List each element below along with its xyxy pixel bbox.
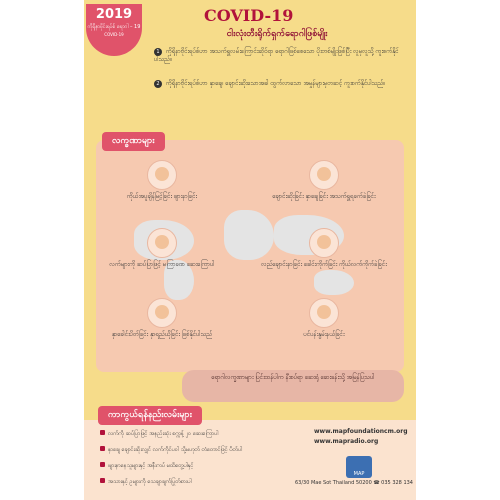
prevention-item xyxy=(100,478,270,486)
map-logo: MAP xyxy=(346,456,372,478)
bullet-icon xyxy=(100,446,105,451)
throat-icon xyxy=(309,228,339,258)
symptom-text: လည်ချောင်းနာခြင်း ခေါင်းကိုက်ခြင်း ကိုယ်လက်ကိုက်ခဲခြင်း xyxy=(261,261,387,268)
website-link-2[interactable]: www.mapradio.org xyxy=(314,438,379,445)
note-text: ကိုရိုနာဗိုင်းရပ်စ်ဟာ အသက်ရှူလမ်းကြောင်းဆိုင်ရာ ရောဂါဖြစ်စေသော ပိုးတစ်မျိုးဖြစ်ပြီး လူမှလူသို့ ကူးစက်နိုင်ပါသည်။ xyxy=(154,48,399,63)
prevention-text: အသားနှင့် ဥများကို သေချာချက်ပြုတ်စားပါ xyxy=(108,479,192,485)
website-link-1[interactable]: www.mapfoundationcm.org xyxy=(314,428,408,435)
symptom-text: လက်များကို ဆပ်ပြာဖြင့် မကြာခဏ ဆေးကြောပါ xyxy=(109,261,215,268)
prevention-text: ဖျားနာနေသူများနှင့် အနီးကပ် မထိတွေ့ပါနှင့် xyxy=(108,463,194,469)
prevention-item xyxy=(100,462,270,470)
bullet-icon xyxy=(100,462,105,467)
prevention-text: နှာချေ ချောင်းဆိုးလျှင် လက်ကိုင်ပဝါ သို့မဟုတ် တံတောင်ဖြင့် ပိတ်ပါ xyxy=(108,447,243,453)
nose-icon xyxy=(147,298,177,328)
prevention-item xyxy=(100,430,270,438)
year-subtitle: ကိုရိုနာဗိုင်းရပ်စ် ရောဂါ – 19 xyxy=(87,24,141,30)
emergency-banner: ရောဂါလက္ခဏာများ ပြင်းထန်ပါက နီးစပ်ရာ ဆေးရုံ ဆေးခန်းသို့ အမြန်ပြသပါ xyxy=(182,370,404,402)
symptom-text: ပင်ပန်းနွမ်းနယ်ခြင်း xyxy=(303,331,345,338)
bullet-icon xyxy=(100,478,105,483)
prevention-item xyxy=(100,446,270,454)
symptom-item xyxy=(254,298,394,339)
page-subtitle: ငါးလုံးတီးရိုက်ရှက်ရောဂါဖြစ်မျိုး xyxy=(226,29,328,39)
prevention-heading: ကာကွယ်ရန်နည်းလမ်းများ xyxy=(98,406,202,425)
note-number: 2 xyxy=(154,80,162,88)
symptom-item xyxy=(92,228,232,269)
year-code: COVID-19 xyxy=(104,32,124,37)
symptom-item xyxy=(92,298,232,339)
symptom-item xyxy=(254,160,394,201)
info-note-1 xyxy=(154,48,404,64)
note-number: 1 xyxy=(154,48,162,56)
note-text: ကိုရိုနာဗိုင်းရပ်စ်ဟာ နှာချေ၊ ချောင်းဆိုးသောအခါ ထွက်လာသော အမှုန်များမှတဆင့် ကူးစက်နိုင်ပါသည်။ xyxy=(166,80,386,87)
symptom-text: ချောင်းဆိုးခြင်း နှာချေခြင်း အသက်ရှူရခက်ခဲခြင်း xyxy=(272,193,376,200)
symptom-item xyxy=(92,160,232,201)
cough-icon xyxy=(309,160,339,190)
symptom-text: နှာခေါင်းပိတ်ခြင်း နှာရည်ယိုခြင်း ဖြစ်နိုင်ပါသည် xyxy=(111,331,213,338)
symptoms-heading: လက္ခဏာများ xyxy=(102,132,165,151)
address-text: 63/30 Mae Sot Thailand 50200 ☎ 035 328 134 xyxy=(294,480,413,486)
year-text: 2019 xyxy=(95,7,133,22)
hand-icon xyxy=(147,228,177,258)
person-icon xyxy=(309,298,339,328)
page-title: COVID-19 xyxy=(204,6,294,25)
info-note-2 xyxy=(154,80,404,88)
face-icon xyxy=(147,160,177,190)
prevention-text: လက်ကို ဆပ်ပြာဖြင့် အနည်းဆုံး စက္ကန့် ၂၀ ဆေးကြောပါ xyxy=(108,431,219,437)
year-badge xyxy=(86,4,142,56)
symptom-text: ကိုယ်အပူချိန်မြင့်ခြင်း ဖျားနာခြင်း xyxy=(126,193,198,200)
poster xyxy=(84,0,416,500)
bullet-icon xyxy=(100,430,105,435)
symptom-item xyxy=(254,228,394,269)
